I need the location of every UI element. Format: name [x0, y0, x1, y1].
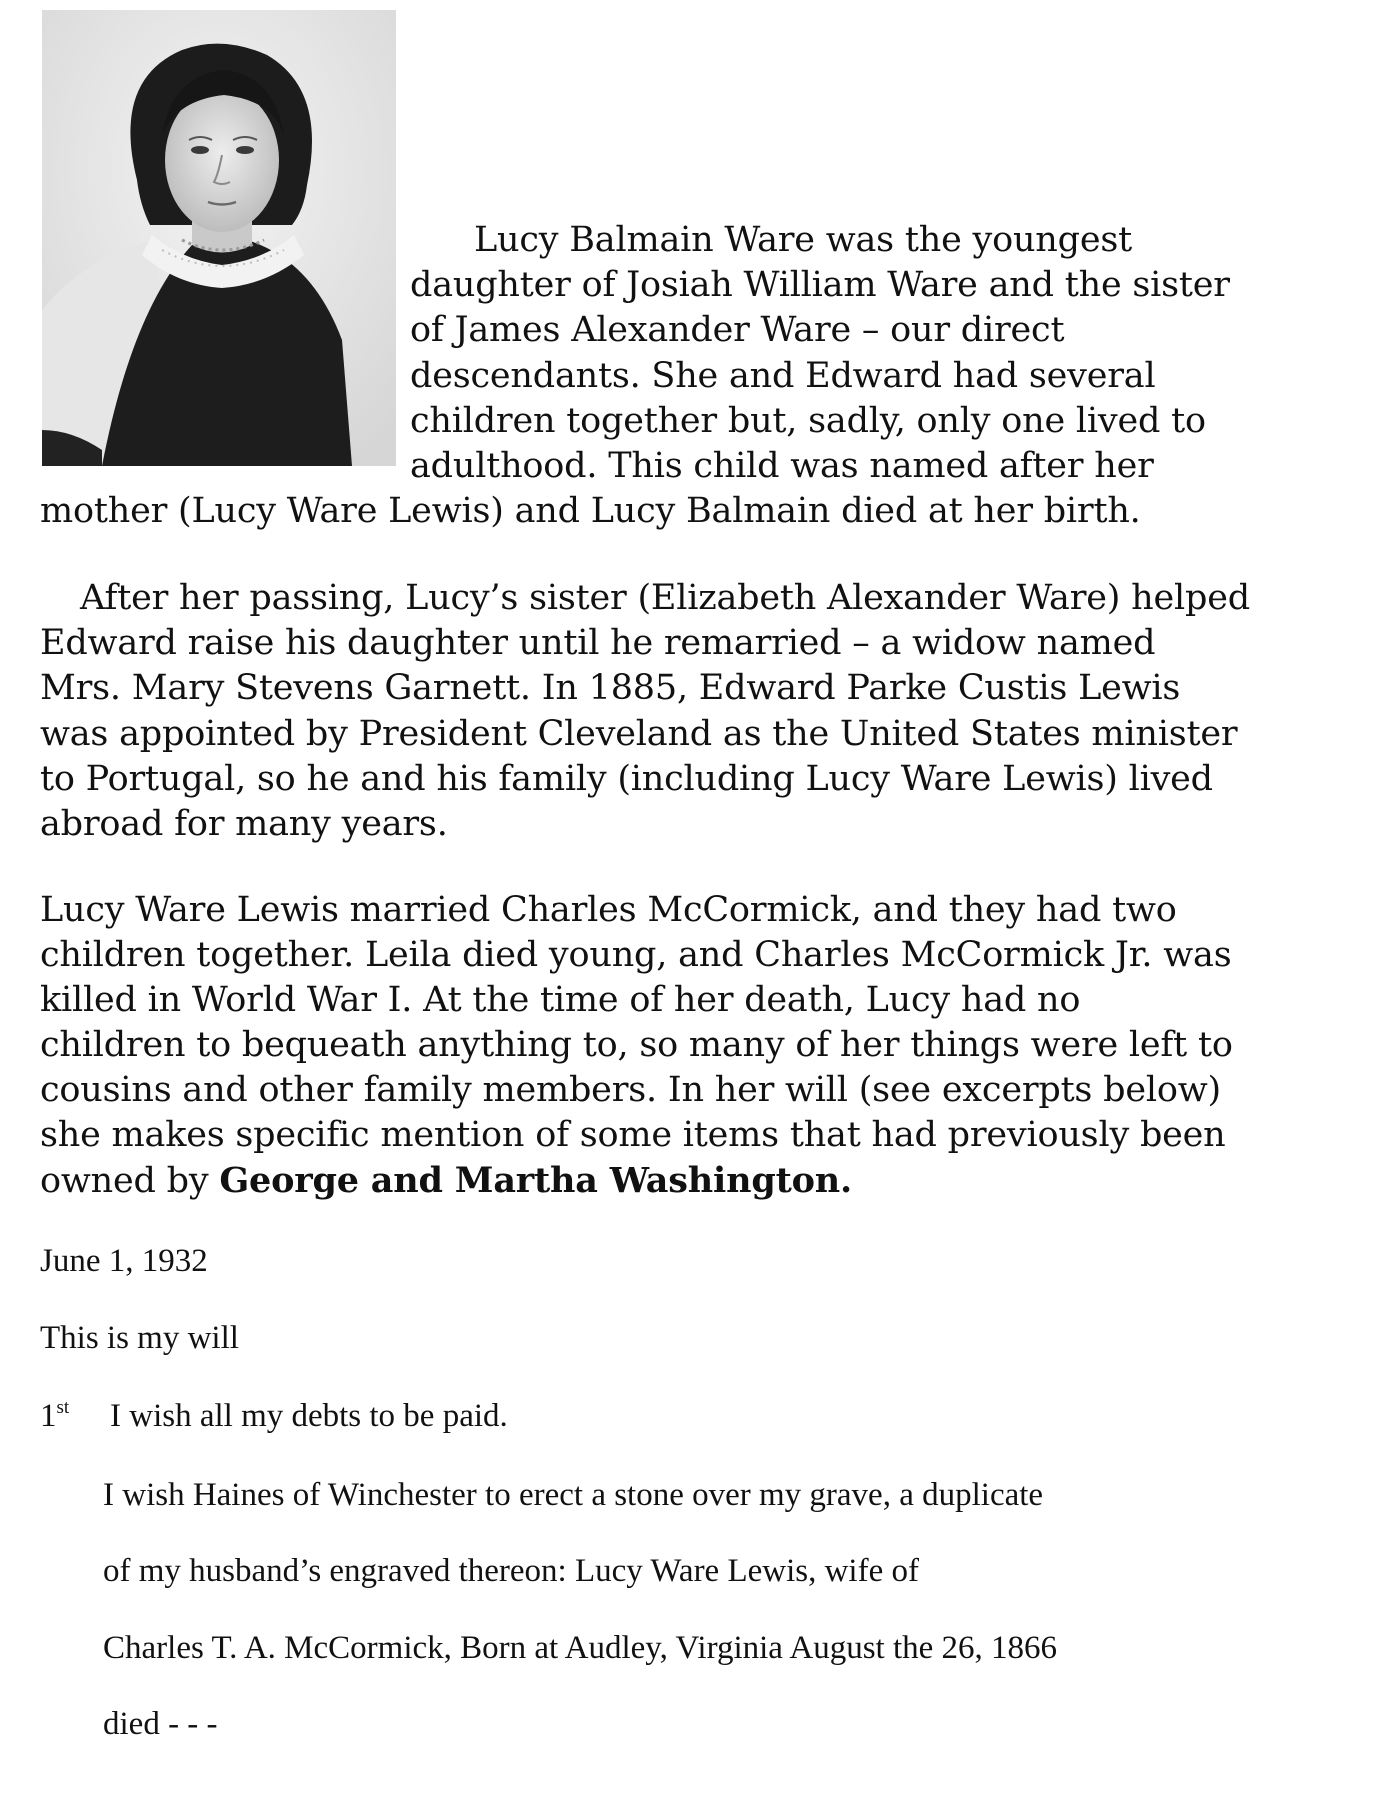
text-line: cousins and other family members. In her will (see excerpts below): [40, 1070, 1221, 1110]
will-title: This is my will: [40, 1320, 239, 1356]
text-line: she makes specific mention of some items that had previously been: [40, 1115, 1226, 1155]
will-line: I wish Haines of Winchester to erect a stone over my grave, a duplicate: [103, 1477, 1044, 1513]
text-line: of James Alexander Ware – our direct: [410, 310, 1065, 350]
text-line-final: [40, 1160, 852, 1201]
text-line: was appointed by President Cleveland as the United States minister: [40, 714, 1238, 754]
text-line: Edward raise his daughter until he remarried – a widow named: [40, 623, 1156, 663]
text-line: adulthood. This child was named after her: [410, 446, 1154, 486]
text-line: Lucy Balmain Ware was the youngest: [474, 220, 1132, 260]
text-line: abroad for many years.: [40, 804, 448, 844]
text-line: daughter of Josiah William Ware and the sister: [410, 265, 1230, 305]
text-line: After her passing, Lucy’s sister (Elizabeth Alexander Ware) helped: [80, 578, 1250, 618]
text-line: Mrs. Mary Stevens Garnett. In 1885, Edward Parke Custis Lewis: [40, 668, 1181, 708]
portrait-photo: [42, 10, 396, 466]
will-line: of my husband’s engraved thereon: Lucy Ware Lewis, wife of: [103, 1553, 919, 1589]
text-line: killed in World War I. At the time of her death, Lucy had no: [40, 980, 1081, 1020]
will-item-text: I wish all my debts to be paid.: [110, 1398, 508, 1434]
text-line: Lucy Ware Lewis married Charles McCormick, and they had two: [40, 890, 1177, 930]
text-line: children together. Leila died young, and Charles McCormick Jr. was: [40, 935, 1232, 975]
text-line: children together but, sadly, only one lived to: [410, 401, 1206, 441]
will-line: died - - -: [103, 1706, 218, 1742]
will-item-number: 1st: [40, 1397, 70, 1434]
will-date: June 1, 1932: [40, 1243, 208, 1279]
text-line: children to bequeath anything to, so many of her things were left to: [40, 1025, 1233, 1065]
text-fragment: owned by: [40, 1161, 220, 1201]
text-line: to Portugal, so he and his family (including Lucy Ware Lewis) lived: [40, 759, 1213, 799]
text-line: mother (Lucy Ware Lewis) and Lucy Balmain died at her birth.: [40, 491, 1141, 531]
washington-emphasis: George and Martha Washington.: [219, 1160, 852, 1201]
will-line: Charles T. A. McCormick, Born at Audley, Virginia August the 26, 1866: [103, 1630, 1058, 1666]
text-line: descendants. She and Edward had several: [410, 356, 1156, 396]
